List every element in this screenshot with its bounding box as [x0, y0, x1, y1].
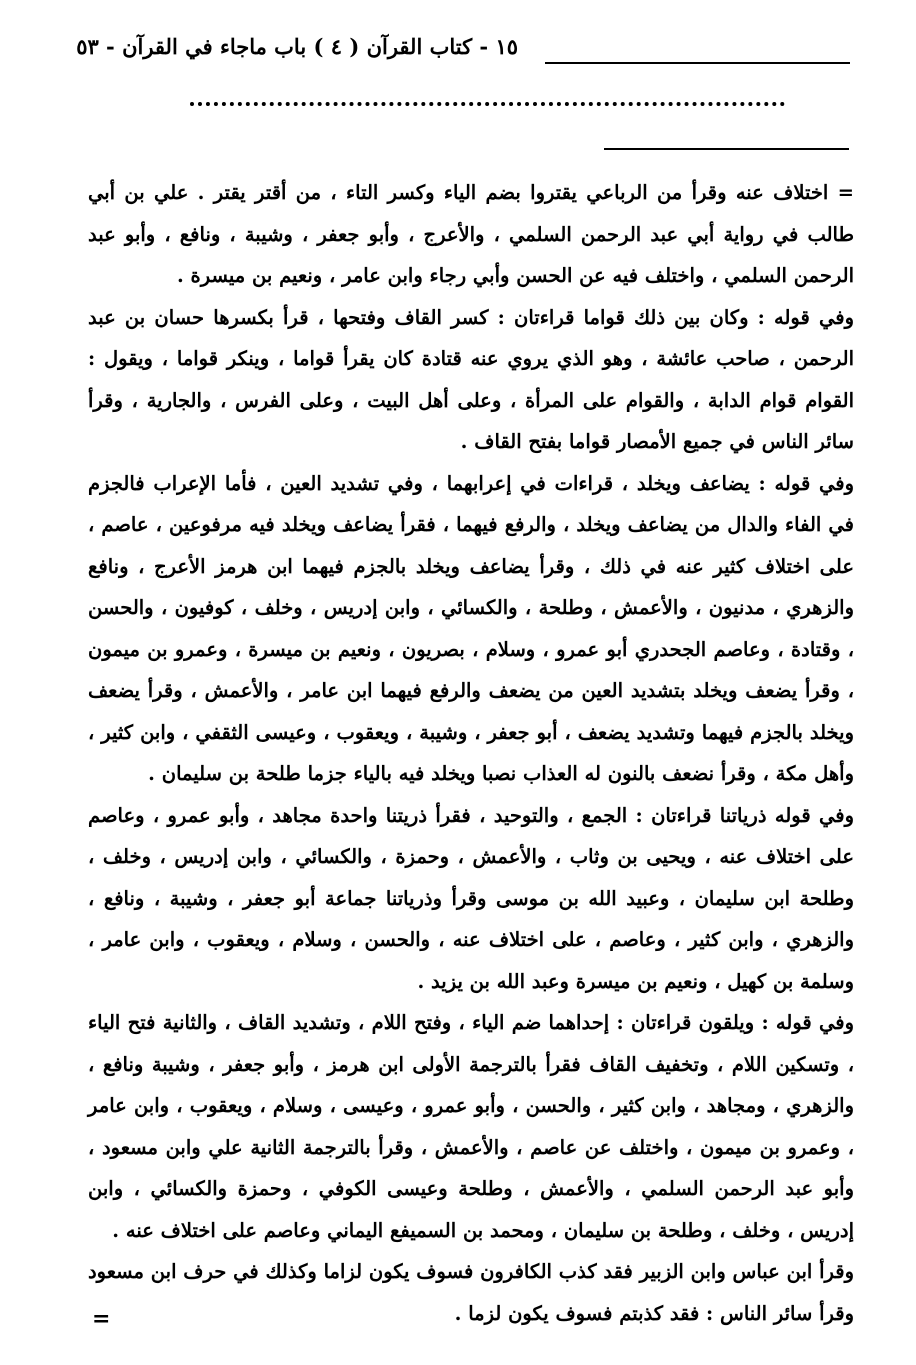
body-text [88, 172, 854, 1334]
continuation-mark: = [92, 1306, 111, 1332]
paragraph-qawama: وفي قوله : وكان بين ذلك قواما قراءتان : كسر القاف وفتحها ، قرأ بكسرها حسان بن عبد الرحمن ، صاحب عائشة ، وهو الذي يروي عنه قتادة كان يقرأ قواما ، وينكر قواما ، ويقول : القوام قوام الدابة ، والقوام على المرأة ، وعلى أهل البيت ، وعلى الفرس ، والجارية ، وقرأ سائر الناس في جميع الأمصار قواما بفتح القاف . [88, 305, 854, 453]
running-header-title: ١٥ - كتاب القرآن ( ٤ ) باب ماجاء في القرآن - ٥٣ [76, 34, 518, 59]
paragraph-lizama: وقرأ ابن عباس وابن الزبير فقد كذب الكافرون فسوف يكون لزاما وكذلك في حرف ابن مسعود وقرأ سائر الناس : فقد كذبتم فسوف يكون لزما . [88, 1260, 854, 1325]
paragraph-continuation: = اختلاف عنه وقرأ من الرباعي يقتروا بضم الياء وكسر التاء ، من أقتر يقتر . علي بن أبي طالب في رواية أبي عبد الرحمن السلمي ، والأعرج ، وأبو جعفر ، وشيبة ، ونافع ، وأبو عبد الرحمن السلمي ، واختلف فيه عن الحسن وأبي رجاء وابن عامر ، ونعيم بن ميسرة . [88, 181, 854, 287]
paragraph-dhurriyyat: وفي قوله ذرياتنا قراءتان : الجمع ، والتوحيد ، فقرأ ذريتنا واحدة مجاهد ، وأبو عمرو ، وعاصم على اختلاف عنه ، ويحيى بن وثاب ، والأعمش ، وحمزة ، والكسائي ، وابن إدريس ، وخلف ، وطلحة ابن سليمان ، وعبيد الله بن موسى وقرأ وذرياتنا جماعة أبو جعفر ، وشيبة ، ونافع ، والزهري ، وابن كثير ، وعاصم ، على اختلاف عنه ، والحسن ، وسلام ، ويعقوب ، وابن عامر ، وسلمة بن كهيل ، ونعيم بن ميسرة وعبد الله بن يزيد . [88, 803, 854, 993]
dotted-separator [190, 102, 785, 106]
footnote-separator-rule [604, 148, 849, 150]
header-rule [545, 62, 850, 64]
page-header [70, 26, 850, 82]
paragraph-yudaaf: وفي قوله : يضاعف ويخلد ، قراءات في إعرابهما ، وفي تشديد العين ، فأما الإعراب فالجزم في الفاء والدال من يضاعف ويخلد ، والرفع فيهما ، فقرأ يضاعف ويخلد فيه مرفوعين ، عاصم ، على اختلاف كثير عنه في ذلك ، وقرأ يضاعف ويخلد بالجزم فيهما ابن هرمز الأعرج ، ونافع والزهري ، مدنيون ، والأعمش ، وطلحة ، والكسائي ، وابن إدريس ، وخلف ، كوفيون ، والحسن ، وقتادة ، وعاصم الجحدري أبو عمرو ، وسلام ، بصريون ، ونعيم بن ميسرة ، وعمرو بن ميمون ، وقرأ يضعف ويخلد بتشديد العين من يضعف والرفع فيهما ابن عامر ، والأعمش ، وقرأ يضعف ويخلد بالجزم فيهما وتشديد يضعف ، أبو جعفر ، وشيبة ، ويعقوب ، وعيسى الثقفي ، وابن كثير ، وأهل مكة ، وقرأ نضعف بالنون له العذاب نصبا ويخلد فيه بالياء جزما طلحة بن سليمان . [88, 471, 854, 785]
paragraph-yulaqqawn: وفي قوله : ويلقون قراءتان : إحداهما ضم الياء ، وفتح اللام ، وتشديد القاف ، والثانية فتح الياء ، وتسكين اللام ، وتخفيف القاف فقرأ بالترجمة الأولى ابن هرمز ، وأبو جعفر ، وشيبة ونافع ، والزهري ، ومجاهد ، وابن كثير ، والحسن ، وأبو عمرو ، وعيسى ، وسلام ، ويعقوب ، وابن عامر ، وعمرو بن ميمون ، واختلف عن عاصم ، والأعمش ، وقرأ بالترجمة الثانية علي وابن مسعود ، وأبو عبد الرحمن السلمي ، والأعمش ، وطلحة وعيسى الكوفي ، وحمزة والكسائي ، وابن إدريس ، وخلف ، وطلحة بن سليمان ، ومحمد بن السميفع اليماني وعاصم على اختلاف عنه . [88, 1011, 854, 1242]
